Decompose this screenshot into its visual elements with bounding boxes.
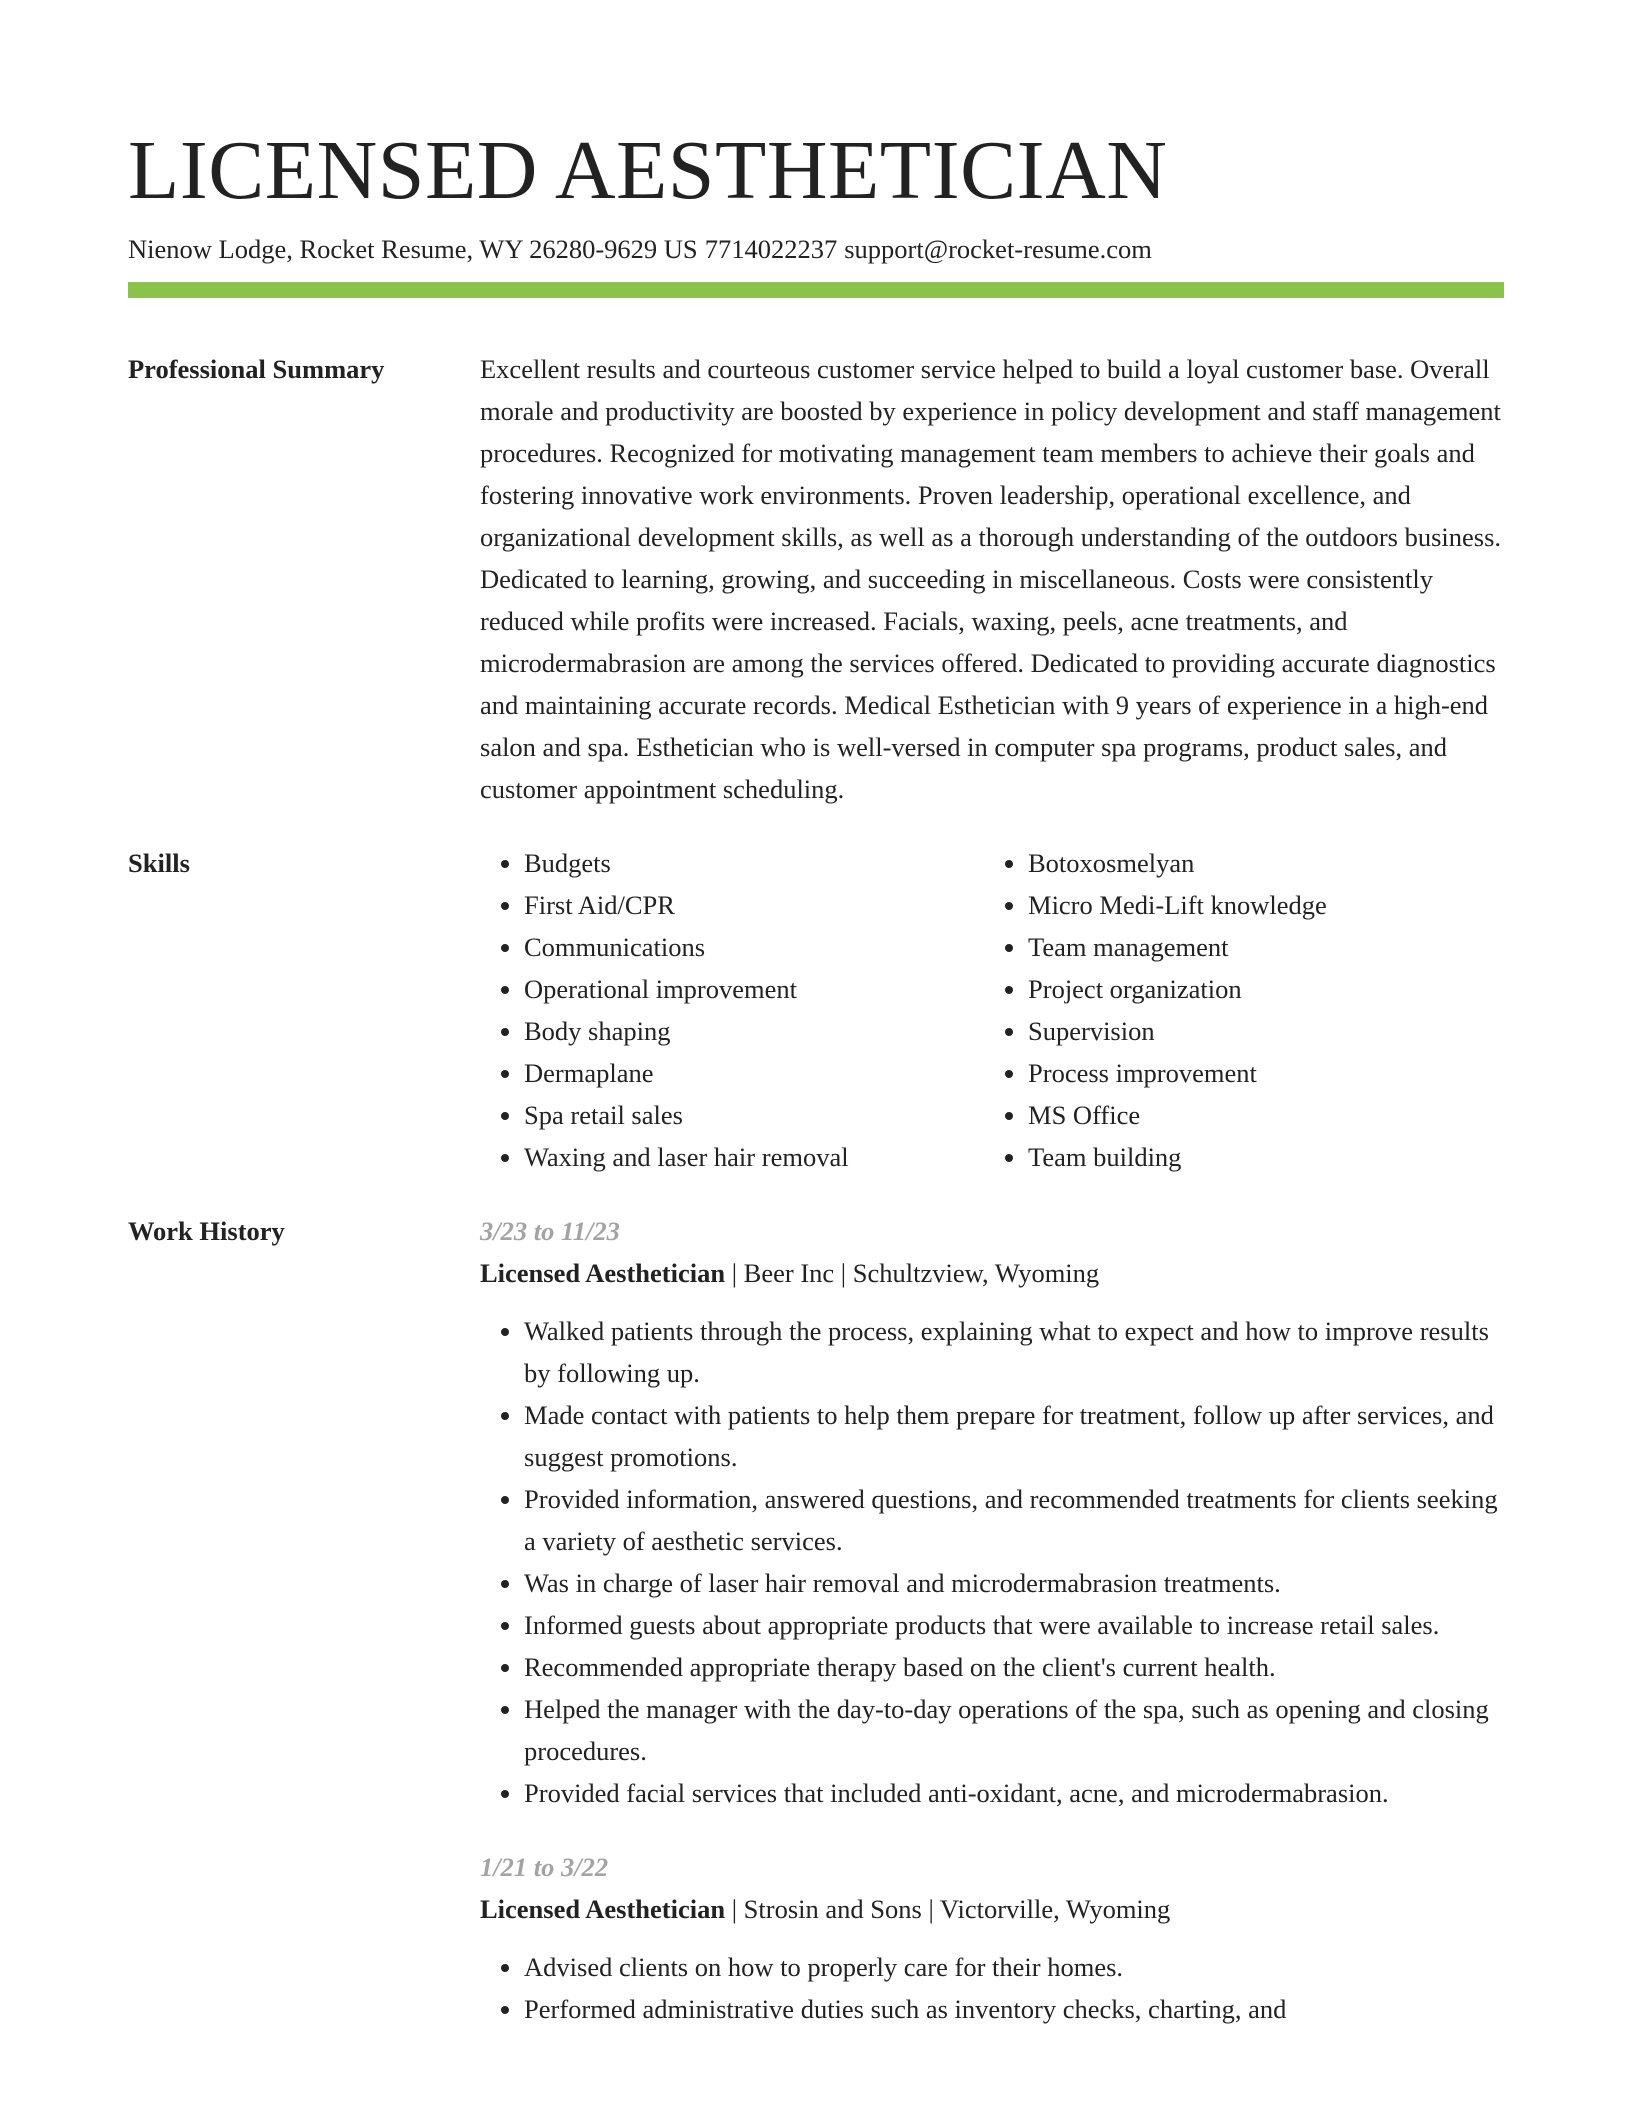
- job-bullets: [480, 1946, 1504, 2030]
- job-bullet: • Advised clients on how to properly care for their homes.: [524, 1946, 1504, 1988]
- skill-item: • Botoxosmelyan: [1028, 842, 1488, 884]
- work-history-section: [128, 1210, 1504, 2030]
- job-title: Licensed Aesthetician: [480, 1258, 726, 1288]
- resume-title: LICENSED AESTHETICIAN: [128, 124, 1168, 217]
- resume-page: [128, 0, 1504, 2030]
- skill-item: • First Aid/CPR: [524, 884, 984, 926]
- job-bullet: • Made contact with patients to help them prepare for treatment, follow up after services, and suggest promotions.: [524, 1394, 1504, 1478]
- skill-item: • Spa retail sales: [524, 1094, 984, 1136]
- job-title: Licensed Aesthetician: [480, 1894, 726, 1924]
- job-dates: 3/23 to 11/23: [480, 1216, 620, 1246]
- job-bullets: [480, 1310, 1504, 1814]
- job-bullet: • Walked patients through the process, explaining what to expect and how to improve results by following up.: [524, 1310, 1504, 1394]
- skill-item: • MS Office: [1028, 1094, 1488, 1136]
- job-entry: [480, 1210, 1504, 1814]
- job-bullet: • Performed administrative duties such as inventory checks, charting, and: [524, 1988, 1504, 2030]
- job-heading: [480, 1888, 1504, 1930]
- section-label-skills: Skills: [128, 848, 190, 878]
- contact-phone: 7714022237: [704, 234, 838, 264]
- job-bullet: • Helped the manager with the day-to-day operations of the spa, such as opening and closing procedures.: [524, 1688, 1504, 1772]
- job-bullet: • Was in charge of laser hair removal and microdermabrasion treatments.: [524, 1562, 1504, 1604]
- job-bullet: • Informed guests about appropriate products that were available to increase retail sales.: [524, 1604, 1504, 1646]
- contact-address: Nienow Lodge, Rocket Resume, WY 26280-9629 US: [128, 234, 698, 264]
- skill-item: • Operational improvement: [524, 968, 984, 1010]
- job-details: | Beer Inc | Schultzview, Wyoming: [725, 1258, 1100, 1288]
- skill-item: • Supervision: [1028, 1010, 1488, 1052]
- summary-text: Excellent results and courteous customer service helped to build a loyal customer base. Overall morale and productivity are boosted by experience in policy development and staff management procedures. Recognized for motivating management team members to achieve their goals and fostering innovative work environments. Proven leadership, operational excellence, and organizational development skills, as well as a thorough understanding of the outdoors business. Dedicated to learning, growing, and succeeding in miscellaneous. Costs were consistently reduced while profits were increased. Facials, waxing, peels, acne treatments, and microdermabrasion are among the services offered. Dedicated to providing accurate diagnostics and maintaining accurate records. Medical Esthetician with 9 years of experience in a high-end salon and spa. Esthetician who is well-versed in computer spa programs, product sales, and customer appointment scheduling.: [480, 354, 1502, 804]
- job-bullet: • Recommended appropriate therapy based on the client's current health.: [524, 1646, 1504, 1688]
- skill-item: • Team management: [1028, 926, 1488, 968]
- skills-section: [128, 842, 1504, 1178]
- skills-list-left: [480, 842, 984, 1178]
- skill-item: • Micro Medi-Lift knowledge: [1028, 884, 1488, 926]
- skill-item: • Communications: [524, 926, 984, 968]
- section-label-summary: Professional Summary: [128, 354, 385, 384]
- job-details: | Strosin and Sons | Victorville, Wyoming: [725, 1894, 1171, 1924]
- job-entry: [480, 1846, 1504, 2030]
- job-dates: 1/21 to 3/22: [480, 1852, 609, 1882]
- skill-item: • Waxing and laser hair removal: [524, 1136, 984, 1178]
- skill-item: • Budgets: [524, 842, 984, 884]
- job-bullet: • Provided facial services that included anti-oxidant, acne, and microdermabrasion.: [524, 1772, 1504, 1814]
- skills-list-right: [984, 842, 1488, 1178]
- professional-summary-section: [128, 348, 1504, 810]
- section-label-work-history: Work History: [128, 1216, 285, 1246]
- skill-item: • Process improvement: [1028, 1052, 1488, 1094]
- skills-columns: [480, 842, 1504, 1178]
- job-heading: [480, 1252, 1504, 1294]
- job-bullet: • Provided information, answered questions, and recommended treatments for clients seeking a variety of aesthetic services.: [524, 1478, 1504, 1562]
- skill-item: • Body shaping: [524, 1010, 984, 1052]
- contact-email[interactable]: support@rocket-resume.com: [844, 234, 1152, 264]
- skill-item: • Team building: [1028, 1136, 1488, 1178]
- work-history-body: [480, 1210, 1504, 2030]
- skill-item: • Project organization: [1028, 968, 1488, 1010]
- skill-item: • Dermaplane: [524, 1052, 984, 1094]
- contact-line: [128, 232, 1504, 266]
- header-divider: [128, 282, 1504, 298]
